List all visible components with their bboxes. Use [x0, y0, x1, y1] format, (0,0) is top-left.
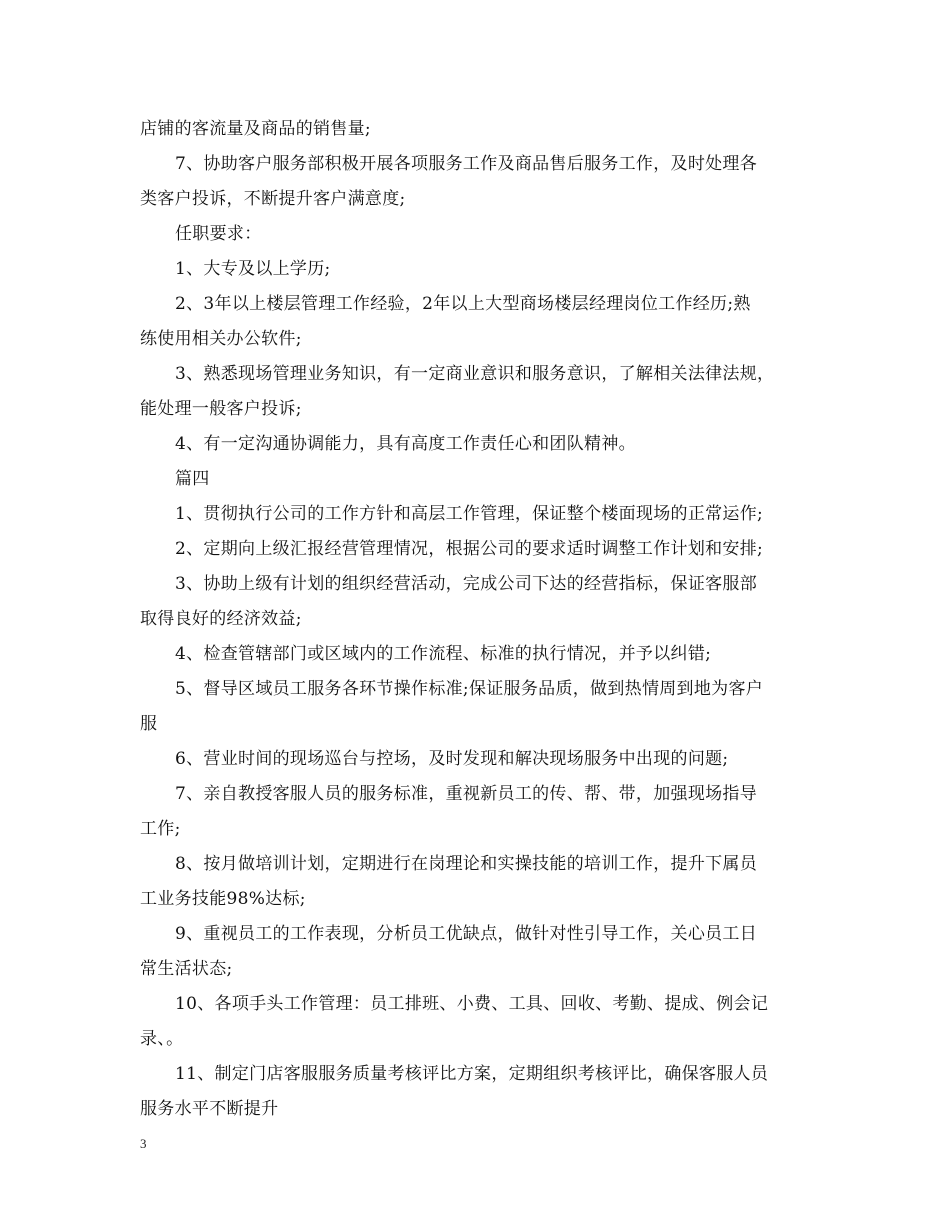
text-line: 10、各项手头工作管理：员工排班、小费、工具、回收、考勤、提成、例会记 — [175, 994, 769, 1014]
text-line: 3、协助上级有计划的组织经营活动，完成公司下达的经营指标，保证客服部 — [175, 574, 758, 594]
text-line: 3、熟悉现场管理业务知识，有一定商业意识和服务意识，了解相关法律法规， — [175, 364, 775, 384]
text-line: 2、定期向上级汇报经营管理情况，根据公司的要求适时调整工作计划和安排; — [175, 539, 764, 559]
text-line: 服 — [140, 714, 158, 734]
text-line: 7、协助客户服务部积极开展各项服务工作及商品售后服务工作，及时处理各 — [175, 154, 758, 174]
text-line: 9、重视员工的工作表现，分析员工优缺点，做针对性引导工作，关心员工日 — [175, 924, 758, 944]
text-line: 取得良好的经济效益; — [140, 609, 302, 629]
text-line: 服务水平不断提升 — [140, 1099, 279, 1119]
text-line: 录、。 — [140, 1029, 184, 1049]
text-line: 练使用相关办公软件; — [140, 329, 302, 349]
text-line: 1、贯彻执行公司的工作方针和高层工作管理，保证整个楼面现场的正常运作; — [175, 504, 764, 524]
text-line: 8、按月做培训计划，定期进行在岗理论和实操技能的培训工作，提升下属员 — [175, 854, 758, 874]
text-line: 5、督导区域员工服务各环节操作标准;保证服务品质，做到热情周到地为客户 — [175, 679, 764, 699]
text-line: 类客户投诉，不断提升客户满意度; — [140, 189, 406, 209]
text-line: 店铺的客流量及商品的销售量; — [140, 119, 371, 139]
text-line: 4、有一定沟通协调能力，具有高度工作责任心和团队精神。 — [175, 434, 636, 454]
text-line: 常生活状态; — [140, 959, 233, 979]
text-line: 6、营业时间的现场巡台与控场，及时发现和解决现场服务中出现的问题; — [175, 749, 729, 769]
text-line: 4、检查管辖部门或区域内的工作流程、标准的执行情况，并予以纠错; — [175, 644, 712, 664]
text-line: 2、3年以上楼层管理工作经验，2年以上大型商场楼层经理岗位工作经历;熟 — [175, 294, 751, 314]
text-line: 篇四 — [175, 469, 210, 489]
document-body — [140, 112, 820, 1127]
page-number: 3 — [140, 1136, 147, 1151]
text-line: 工业务技能98%达标; — [140, 889, 306, 909]
text-line: 1、大专及以上学历; — [175, 259, 331, 279]
text-line: 工作; — [140, 819, 181, 839]
text-line: 能处理一般客户投诉; — [140, 399, 302, 419]
text-line: 11、制定门店客服服务质量考核评比方案，定期组织考核评比，确保客服人员 — [175, 1064, 769, 1084]
text-line: 7、亲自教授客服人员的服务标准，重视新员工的传、帮、带，加强现场指导 — [175, 784, 758, 804]
text-line: 任职要求： — [175, 224, 262, 244]
